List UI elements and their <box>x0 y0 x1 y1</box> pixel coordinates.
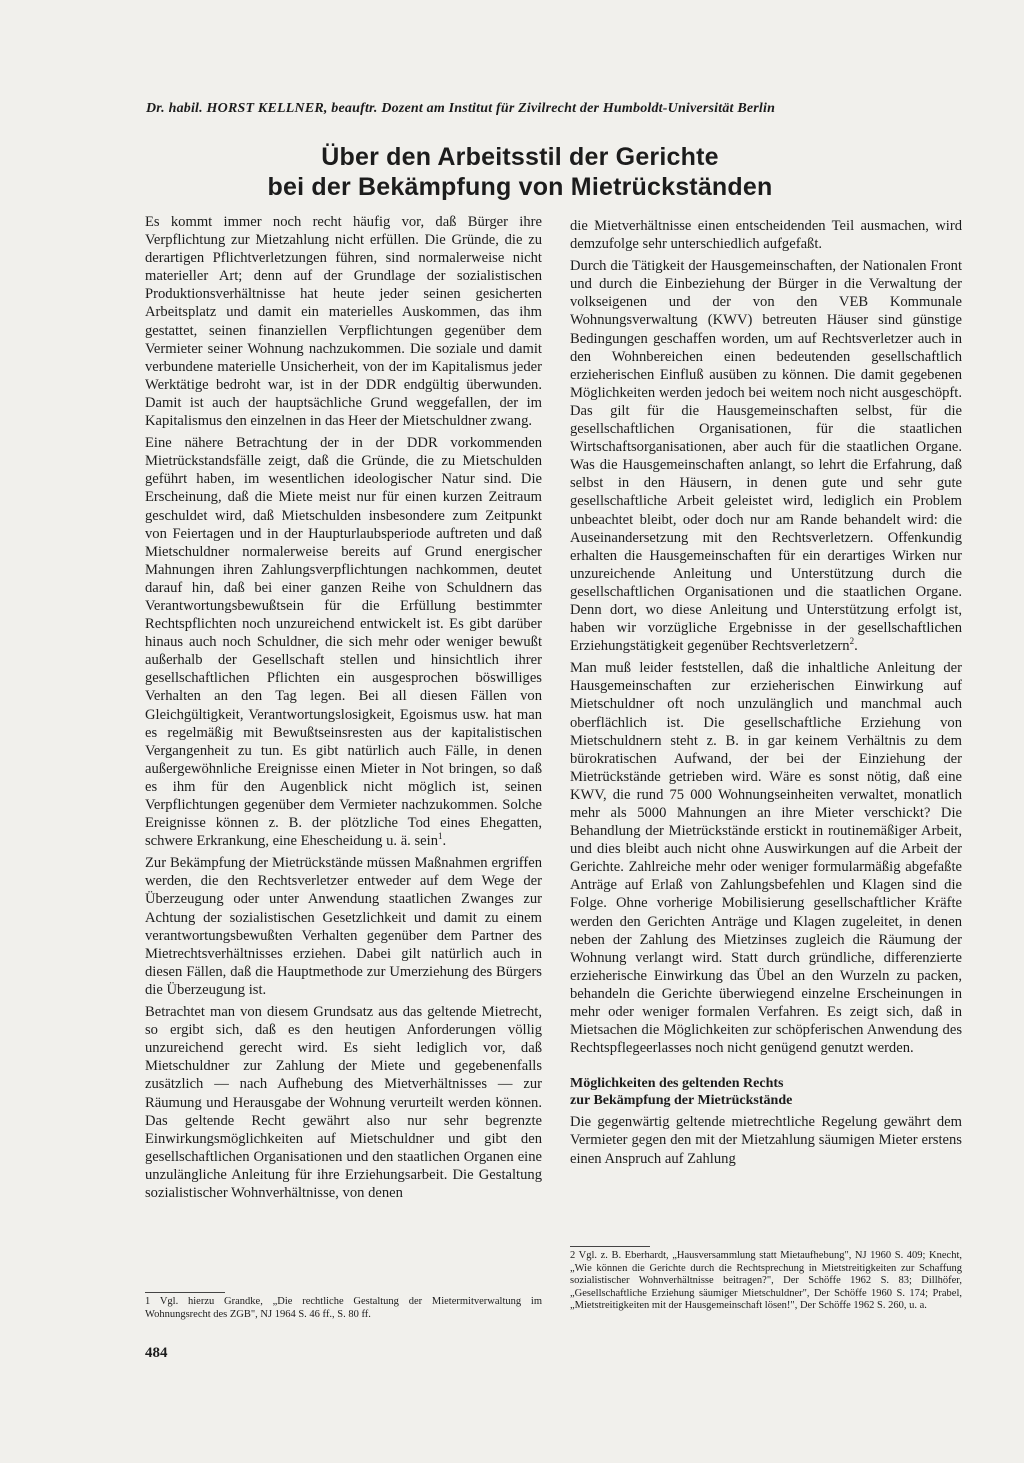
title-line-2: bei der Bekämpfung von Mietrückständen <box>267 173 773 201</box>
footnote-rule <box>145 1292 225 1293</box>
paragraph <box>145 434 542 850</box>
paragraph-text: Durch die Tätigkeit der Hausgemeinschaften, der Nationalen Front und durch die Einbeziehung der Bürger in die Verwaltung der volkseigenen und der von den VEB Kommunale Wohnungsverwaltung (KWV) betreuten Häuser sind günstige Bedingungen geschaffen worden, um auf Rechtsverletzer auch in den Wohnbereichen einen bedeutenden gesellschaftlich erzieherischen Einfluß ausüben zu können. Die damit gegebenen Möglichkeiten werden jedoch bei weitem noch nicht ausgeschöpft. Das gilt für die Hausgemeinschaften selbst, für die gesellschaftlichen Organisationen, für die staatlichen Wirtschaftsorganisationen, aber auch für die staatlichen Organe. Was die Hausgemeinschaften anlangt, so lehrt die Erfahrung, daß selbst in den Häusern, in denen gute und sehr gute gesellschaftliche Arbeit geleistet wird, lediglich ein Problem unbeachtet bleibt, oder doch nur am Rande behandelt wird: die Auseinandersetzung mit den Rechtsverletzern. Offenkundig erhalten die Hausgemeinschaften für ein derartiges Wirken nur unzureichende Anleitung und Unterstützung durch die gesellschaftlichen Organisationen und die staatlichen Organe. Denn dort, wo diese Anleitung und Unterstützung erfolgt ist, haben wir vorzügliche Ergebnisse in der gesellschaftlichen Erziehungstätigkeit gegenüber Rechtsverletzern <box>570 258 962 655</box>
paragraph: Zur Bekämpfung der Mietrückstände müssen Maßnahmen ergriffen werden, die den Rechtsverletzer entweder auf dem Wege der Überzeugung oder unter Anwendung staatlichen Zwanges zur Achtung der sozialistischen Gesetzlichkeit und damit zu einem verantwortungsbewußten Verhalten gegenüber dem Partner des Mietrechtsverhältnisses erziehen. Dabei gilt natürlich auch in diesen Fällen, daß die Hauptmethode zur Umerziehung des Bürgers die Überzeugung ist. <box>145 855 542 998</box>
paragraph: Es kommt immer noch recht häufig vor, daß Bürger ihre Verpflichtung zur Mietzahlung nicht erfüllen. Die Gründe, die zu derartigen Pflichtverletzungen führen, sind normalerweise nicht materieller Art; denn auf der Grundlage der sozialistischen Produktionsverhältnisse hat heute jeder seinen gesicherten Arbeitsplatz und damit ein materielles Auskommen, das ihm gestattet, seinen finanziellen Verpflichtungen gegenüber dem Vermieter seiner Wohnung nachzukommen. Die soziale und damit verbundene materielle Unsicherheit, von der im Kapitalismus jeder Werktätige bedroht war, ist in der DDR endgültig überwunden. Damit ist auch der hauptsächliche Grund weggefallen, der im Kapitalismus den einzelnen in das Heer der Mietschuldner zwang. <box>145 214 542 430</box>
left-column <box>145 213 542 1206</box>
footnote-ref: 1 <box>438 831 443 842</box>
heading-line-2: zur Bekämpfung der Mietrückstände <box>570 1093 793 1109</box>
footnote-text: 1 Vgl. hierzu Grandke, „Die rechtliche Gestaltung der Mietermitverwaltung im Wohnungsrecht des ZGB", NJ 1964 S. 46 ff., S. 80 ff. <box>145 1296 542 1320</box>
footnote-ref: 2 <box>849 636 855 647</box>
section-heading <box>570 1075 962 1109</box>
footnote-2 <box>570 1240 962 1313</box>
paragraph: Betrachtet man von diesem Grundsatz aus das geltende Mietrecht, so ergibt sich, daß es den heutigen Anforderungen völlig unzureichend gerecht wird. Es sieht lediglich vor, daß Mietschuldner zur Zahlung der Miete und gegebenenfalls zusätzlich — nach Aufhebung des Mietverhältnisses — zur Räumung und Herausgabe der Wohnung verurteilt werden können. Das geltende Recht gewährt also nur sehr begrenzte Einwirkungsmöglichkeiten auf Mietschuldner und gibt den gesellschaftlichen Organisationen und den staatlichen Organen eine unzulängliche Anleitung für ihre Erziehungsarbeit. Die Gestaltung sozialistischer Wohnverhältnisse, von denen <box>145 1004 542 1201</box>
paragraph: die Mietverhältnisse einen entscheidenden Teil ausmachen, wird demzufolge sehr unterschiedlich aufgefaßt. <box>570 218 962 253</box>
page-number: 484 <box>145 1345 168 1361</box>
right-column <box>570 217 962 1172</box>
paragraph-end: . <box>854 638 858 655</box>
paragraph <box>570 257 962 655</box>
author-line: Dr. habil. HORST KELLNER, beauftr. Dozent am Institut für Zivilrecht der Humboldt-Universität Berlin <box>146 101 776 116</box>
paragraph: Man muß leider feststellen, daß die inhaltliche Anleitung der Hausgemeinschaften zur erzieherischen Einwirkung auf Mietschuldner oft noch unzulänglich und manchmal auch oberflächlich ist. Die gesellschaftliche Erziehung von Mietschuldnern steht z. B. in gar keinem Verhältnis zu dem bürokratischen Aufwand, der bei der Einziehung der Mietrückstände getrieben wird. Wäre es sonst nötig, daß eine KWV, die rund 75 000 Wohnungseinheiten verwaltet, monatlich mehr als 5000 Mahnungen an ihre Mieter verschickt? Die Behandlung der Mietrückstände erstickt in routinemäßiger Arbeit, und dies bleibt auch nicht ohne Auswirkungen auf die Arbeit der Gerichte. Zahlreiche mehr oder weniger formularmäßig abgefaßte Anträge auf Erlaß von Zahlungsbefehlen und Klagen sind die Folge. Ohne vorherige Mobilisierung gesellschaftlicher Kräfte werden den Gerichten Anträge und Klagen zugeleitet, in denen neben der Zahlung des Mietzinses zugleich die Räumung der Wohnung verlangt wird. Statt durch gründliche, differenzierte erzieherische Einwirkung das Übel an den Wurzeln zu packen, behandeln die Gerichte überwiegend einzelne Erscheinungen in mehr oder weniger formalen Verfahren. Es zeigt sich, daß in Mietsachen die Möglichkeiten zur schöpferischen Anwendung des Rechtspflegeerlasses noch nicht genügend genutzt werden. <box>570 660 962 1057</box>
footnote-1 <box>145 1286 542 1321</box>
paragraph: Die gegenwärtig geltende mietrechtliche Regelung gewährt dem Vermieter gegen den mit der Mietzahlung säumigen Mieter erstens einen Anspruch auf Zahlung <box>570 1114 962 1167</box>
paragraph-end: . <box>442 833 447 850</box>
paragraph-text: Eine nähere Betrachtung der in der DDR vorkommenden Mietrückstandsfälle zeigt, daß die Gründe, die zu Mietschulden geführt haben, im wesentlichen ideologischer Natur sind. Die Erscheinung, daß die Miete meist nur für einen kurzen Zeitraum geschuldet wird, daß Mietschulden insbesondere zum Zeitpunkt von Feiertagen und in der Haupturlaubsperiode auftreten und daß Mietschuldner normalerweise bereits auf Grund energischer Mahnungen ihren Zahlungsverpflichtungen nachkommen, deutet darauf hin, daß bei einer ganzen Reihe von Schuldnern das Verantwortungsbewußtsein für die Erfüllung bestimmter Rechtspflichten noch unzureichend entwickelt ist. Es gibt darüber hinaus auch noch Schuldner, die sich mehr oder weniger bewußt außerhalb der Gesellschaft stellen und hinsichtlich ihrer gesellschaftlichen Pflichten ein ausgesprochen böswilliges Verhalten an den Tag legen. Bei all diesen Fällen von Gleichgültigkeit, Verantwortungslosigkeit, Egoismus usw. hat man es regelmäßig mit Bewußtseinsresten aus der kapitalistischen Vergangenheit zu tun. Es gibt natürlich auch Fälle, in denen außergewöhnliche Ereignisse einen Mieter in Not bringen, so daß es ihm für den Augenblick nicht möglich ist, seinen Verpflichtungen gegenüber dem Vermieter nachzukommen. Solche Ereignisse können z. B. der plötzliche Tod eines Ehegatten, schwere Erkrankung, eine Ehescheidung u. ä. sein <box>145 435 542 850</box>
heading-line-1: Möglichkeiten des geltenden Rechts <box>570 1076 784 1092</box>
footnote-rule <box>570 1246 650 1247</box>
footnote-text: 2 Vgl. z. B. Eberhardt, „Hausversammlung statt Mietaufhebung", NJ 1960 S. 409; Knecht, „Wie können die Gerichte durch die Rechtsprechung in Mietstreitigkeiten zur Schaffung sozialistischer Wohnverhältnisse beitragen?", Der Schöffe 1962 S. 83; Dillhöfer, „Gesellschaftliche Erziehung säumiger Mietschuldner", Der Schöffe 1960 S. 174; Prabel, „Mietstreitigkeiten mit der Hausgemeinschaft lösen!", Der Schöffe 1962 S. 260, u. a. <box>570 1250 962 1312</box>
title-line-1: Über den Arbeitsstil der Gerichte <box>321 143 719 171</box>
article-title <box>200 142 840 202</box>
